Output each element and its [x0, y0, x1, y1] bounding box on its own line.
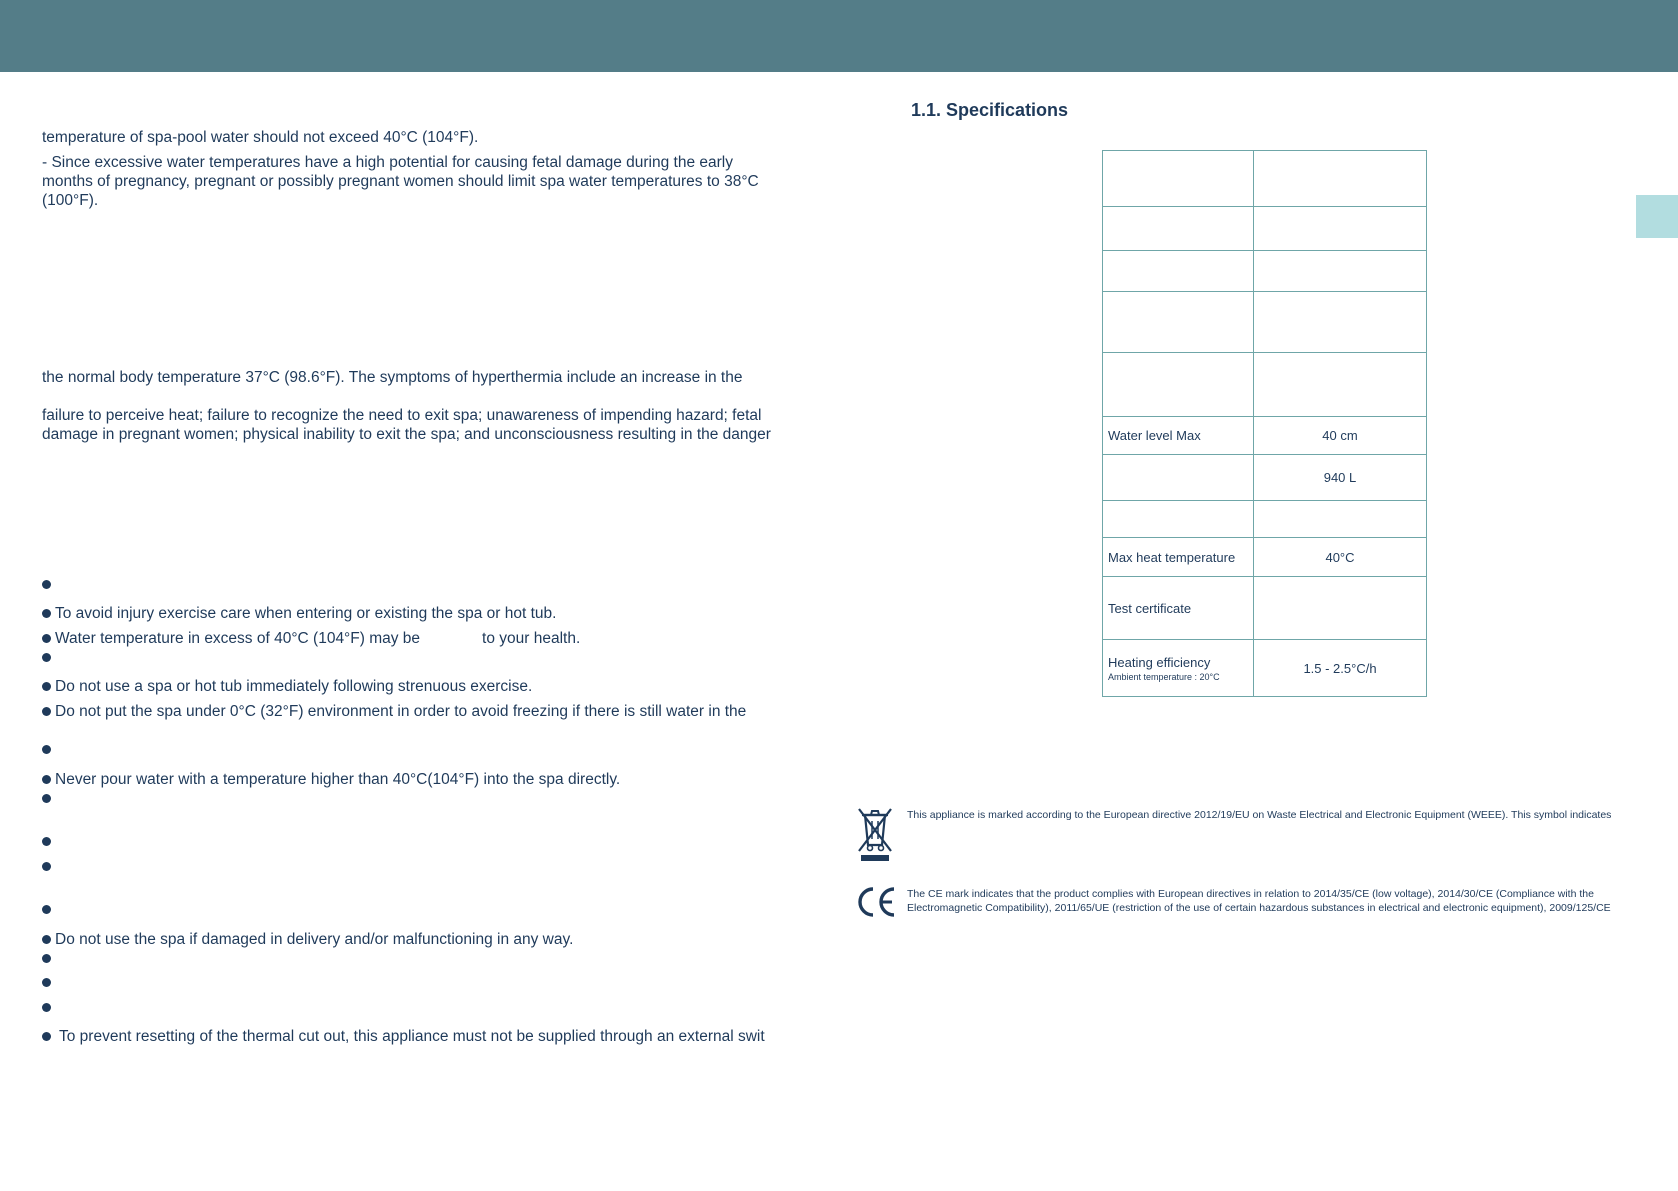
heating-efficiency-label: Heating efficiency: [1108, 654, 1211, 670]
bullet-dot: [42, 1003, 51, 1012]
weee-bin-icon: [855, 805, 895, 861]
bullet-item-14: [42, 954, 55, 963]
table-row: [1103, 251, 1427, 292]
header-bar: [0, 0, 1678, 72]
bullet-item-12: [42, 905, 55, 914]
bullet-item-7: [42, 745, 55, 754]
water-level-value: 40 cm: [1254, 417, 1427, 455]
bullet-text: To prevent resetting of the thermal cut out, this appliance must not be supplied through an external swit: [59, 1028, 765, 1045]
table-row: [1103, 417, 1427, 455]
bullet-dot: [42, 653, 51, 662]
specifications-heading: 1.1. Specifications: [911, 100, 1069, 120]
bullet-dot: [42, 954, 51, 963]
ce-mark-icon: [855, 885, 897, 919]
bullet-dot: [42, 580, 51, 589]
bullet-item-16: [42, 1003, 55, 1012]
bullet-dot: [42, 682, 51, 691]
bullet-item-2: [42, 604, 556, 623]
bullet-dot: [42, 707, 51, 716]
table-row: [1103, 640, 1427, 697]
table-row: [1103, 577, 1427, 640]
ce-notice: The CE mark indicates that the product complies with European directives in relation to 2014/35/CE (low voltage), 2014/30/CE (Compliance with the Electromagnetic Compatibility), 2011/65/UE (restriction of the use of certain hazardous substances in electrical and electronic equipment), 2009/125/CE: [907, 888, 1611, 914]
table-row: [1103, 207, 1427, 251]
table-row: [1103, 501, 1427, 538]
bullet-item-9: [42, 794, 55, 803]
table-row: [1103, 455, 1427, 501]
bullet-dot: [42, 905, 51, 914]
bullet-item-10: [42, 837, 55, 846]
bullet-item-6: [42, 702, 746, 721]
bullet-text-continued: to your health.: [482, 630, 581, 647]
bullet-text: To avoid injury exercise care when entering or existing the spa or hot tub.: [55, 605, 557, 622]
bullet-item-8: [42, 770, 620, 789]
bullet-dot: [42, 862, 51, 871]
table-row: [1103, 151, 1427, 207]
bullet-dot: [42, 837, 51, 846]
bullet-text: Do not use the spa if damaged in delivery and/or malfunctioning in any way.: [55, 931, 574, 948]
heating-efficiency-value: 1.5 - 2.5°C/h: [1254, 640, 1427, 697]
bullet-item-15: [42, 978, 55, 987]
bullet-dot: [42, 978, 51, 987]
paragraph-hyperthermia-effects: failure to perceive heat; failure to recognize the need to exit spa; unawareness of impending hazard; fetal damage in pregnant women; physical inability to exit the spa; and unconsciousness resulting in the danger: [42, 407, 771, 443]
bullet-text: Water temperature in excess of 40°C (104°F) may be: [55, 630, 421, 647]
bullet-item-17: [42, 1027, 765, 1046]
bullet-dot: [42, 775, 51, 784]
table-row: [1103, 538, 1427, 577]
bullet-item-1: [42, 580, 55, 589]
bullet-item-3: [42, 629, 580, 648]
bullet-item-11: [42, 862, 55, 871]
bullet-dot: [42, 935, 51, 944]
bullet-text: Never pour water with a temperature higher than 40°C(104°F) into the spa directly.: [55, 771, 621, 788]
water-level-label: Water level Max: [1103, 417, 1254, 455]
bullet-dot: [42, 794, 51, 803]
bullet-item-4: [42, 653, 55, 662]
bullet-text: Do not use a spa or hot tub immediately following strenuous exercise.: [55, 678, 533, 695]
max-heat-label: Max heat temperature: [1103, 538, 1254, 577]
paragraph-pregnancy-warning: - Since excessive water temperatures have a high potential for causing fetal damage during the early months of pregnancy, pregnant or possibly pregnant women should limit spa water temperatures to 38°C (100°F).: [42, 154, 759, 209]
side-tab-marker: [1636, 195, 1678, 238]
table-row: [1103, 292, 1427, 353]
test-certificate-label: Test certificate: [1103, 577, 1254, 640]
bullet-dot: [42, 745, 51, 754]
table-row: [1103, 353, 1427, 417]
bullet-text: Do not put the spa under 0°C (32°F) environment in order to avoid freezing if there is still water in the: [55, 703, 747, 720]
bullet-dot: [42, 1032, 51, 1041]
paragraph-max-temperature: temperature of spa-pool water should not exceed 40°C (104°F).: [42, 129, 479, 146]
bullet-item-5: [42, 677, 532, 696]
heating-efficiency-cell: [1103, 640, 1254, 697]
bullet-item-13: [42, 930, 573, 949]
paragraph-body-temperature: the normal body temperature 37°C (98.6°F). The symptoms of hyperthermia include an increase in the: [42, 369, 743, 386]
specifications-table: [1102, 150, 1427, 697]
max-heat-value: 40°C: [1254, 538, 1427, 577]
bullet-dot: [42, 634, 51, 643]
bullet-dot: [42, 609, 51, 618]
weee-notice: This appliance is marked according to the European directive 2012/19/EU on Waste Electrical and Electronic Equipment (WEEE). This symbol indicates: [907, 809, 1612, 821]
heating-efficiency-ambient: Ambient temperature : 20°C: [1108, 671, 1220, 682]
volume-value: 940 L: [1254, 455, 1427, 501]
